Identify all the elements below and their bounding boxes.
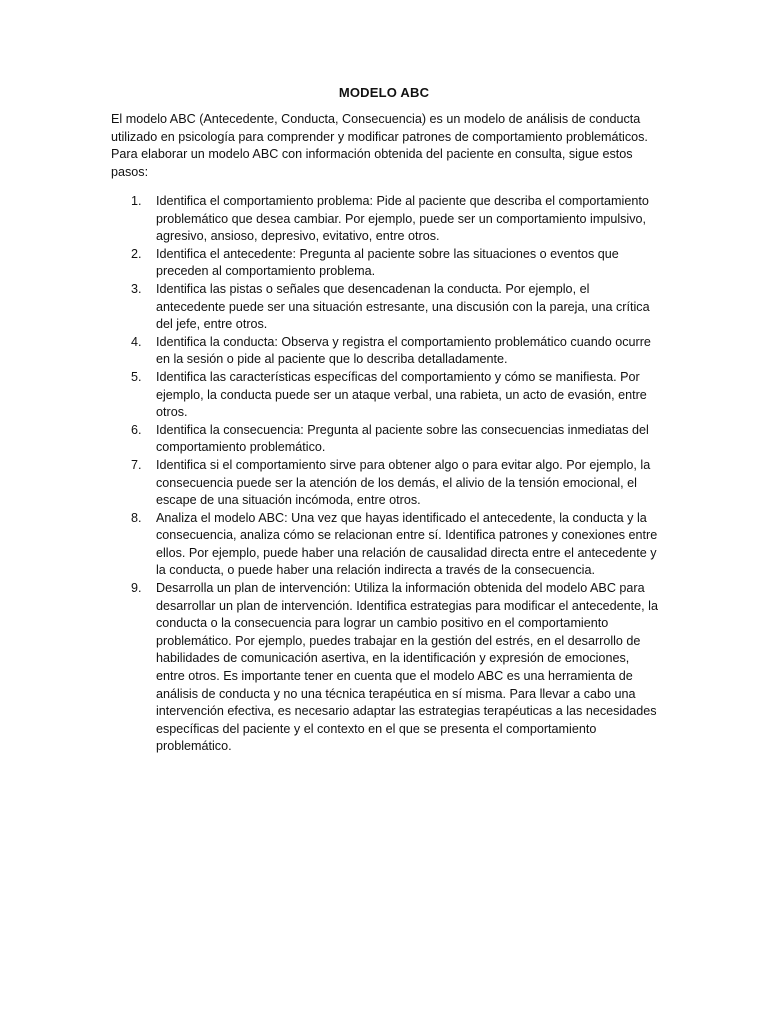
steps-list xyxy=(111,193,659,756)
step-number: 2. xyxy=(131,246,142,261)
step-item xyxy=(111,246,659,281)
step-item xyxy=(111,580,659,756)
step-item xyxy=(111,457,659,510)
step-item xyxy=(111,281,659,334)
intro-paragraph: El modelo ABC (Antecedente, Conducta, Consecuencia) es un modelo de análisis de conducta utilizado en psicología para comprender y modificar patrones de comportamiento problemáticos. Para elaborar un modelo ABC con información obtenida del paciente en consulta, sigue estos pasos: xyxy=(111,112,648,179)
step-item xyxy=(111,369,659,422)
step-number: 4. xyxy=(131,334,142,349)
step-text: Identifica las características específicas del comportamiento y cómo se manifiesta. Por ejemplo, la conducta puede ser un ataque verbal, una rabieta, un acto de evasión, entre otros. xyxy=(156,369,647,420)
document-title: MODELO ABC xyxy=(338,85,430,100)
step-text: Identifica el comportamiento problema: Pide al paciente que describa el comportamiento problemático que desea cambiar. Por ejemplo, puede ser un comportamiento impulsivo, agresivo, ansioso, depresivo, evitativo, entre otros. xyxy=(156,194,649,244)
step-item xyxy=(111,422,659,457)
step-text: Identifica la consecuencia: Pregunta al paciente sobre las consecuencias inmediatas del comportamiento problemático. xyxy=(156,422,649,455)
step-item xyxy=(111,193,659,246)
step-number: 5. xyxy=(131,369,142,384)
step-text: Identifica si el comportamiento sirve para obtener algo o para evitar algo. Por ejemplo, la consecuencia puede ser la atención de los demás, el alivio de la tensión emocional, el escape de una situación incómoda, entre otros. xyxy=(156,457,651,508)
step-number: 9. xyxy=(131,581,142,596)
step-number: 7. xyxy=(131,457,142,472)
step-text: Identifica las pistas o señales que desencadenan la conducta. Por ejemplo, el antecedente puede ser una situación estresante, una discusión con la pareja, una crítica del jefe, entre otros. xyxy=(156,281,650,332)
step-item xyxy=(111,510,659,580)
step-number: 6. xyxy=(131,422,142,437)
step-number: 1. xyxy=(131,194,142,208)
step-number: 8. xyxy=(131,510,142,525)
step-text: Identifica el antecedente: Pregunta al paciente sobre las situaciones o eventos que preceden al comportamiento problema. xyxy=(156,246,619,279)
step-number: 3. xyxy=(131,281,142,296)
step-text: Identifica la conducta: Observa y registra el comportamiento problemático cuando ocurre en la sesión o pide al paciente que lo describa detalladamente. xyxy=(156,334,651,367)
step-text: Analiza el modelo ABC: Una vez que hayas identificado el antecedente, la conducta y la consecuencia, analiza cómo se relacionan entre sí. Identifica patrones y conexiones entre ellos. Por ejemplo, puede haber una relación de causalidad directa entre el antecedente y la conducta, o puede haber una relación indirecta a través de la consecuencia. xyxy=(156,510,658,578)
step-item xyxy=(111,334,659,369)
step-text: Desarrolla un plan de intervención: Utiliza la información obtenida del modelo ABC para desarrollar un plan de intervención. Identifica estrategias para modificar el antecedente, la conducta o la consecuencia para lograr un cambio positivo en el comportamiento problemático. Por ejemplo, puedes trabajar en la gestión del estrés, en el desarrollo de habilidades de comunicación asertiva, en la identificación y expresión de emociones, entre otros. Es importante tener en cuenta que el modelo ABC es una herramienta de análisis de conducta y no una técnica terapéutica en sí misma. Para llevar a cabo una intervención efectiva, es necesario adaptar las estrategias terapéuticas a las necesidades específicas del paciente y el contexto en el que se presenta el comportamiento problemático. xyxy=(156,581,658,754)
